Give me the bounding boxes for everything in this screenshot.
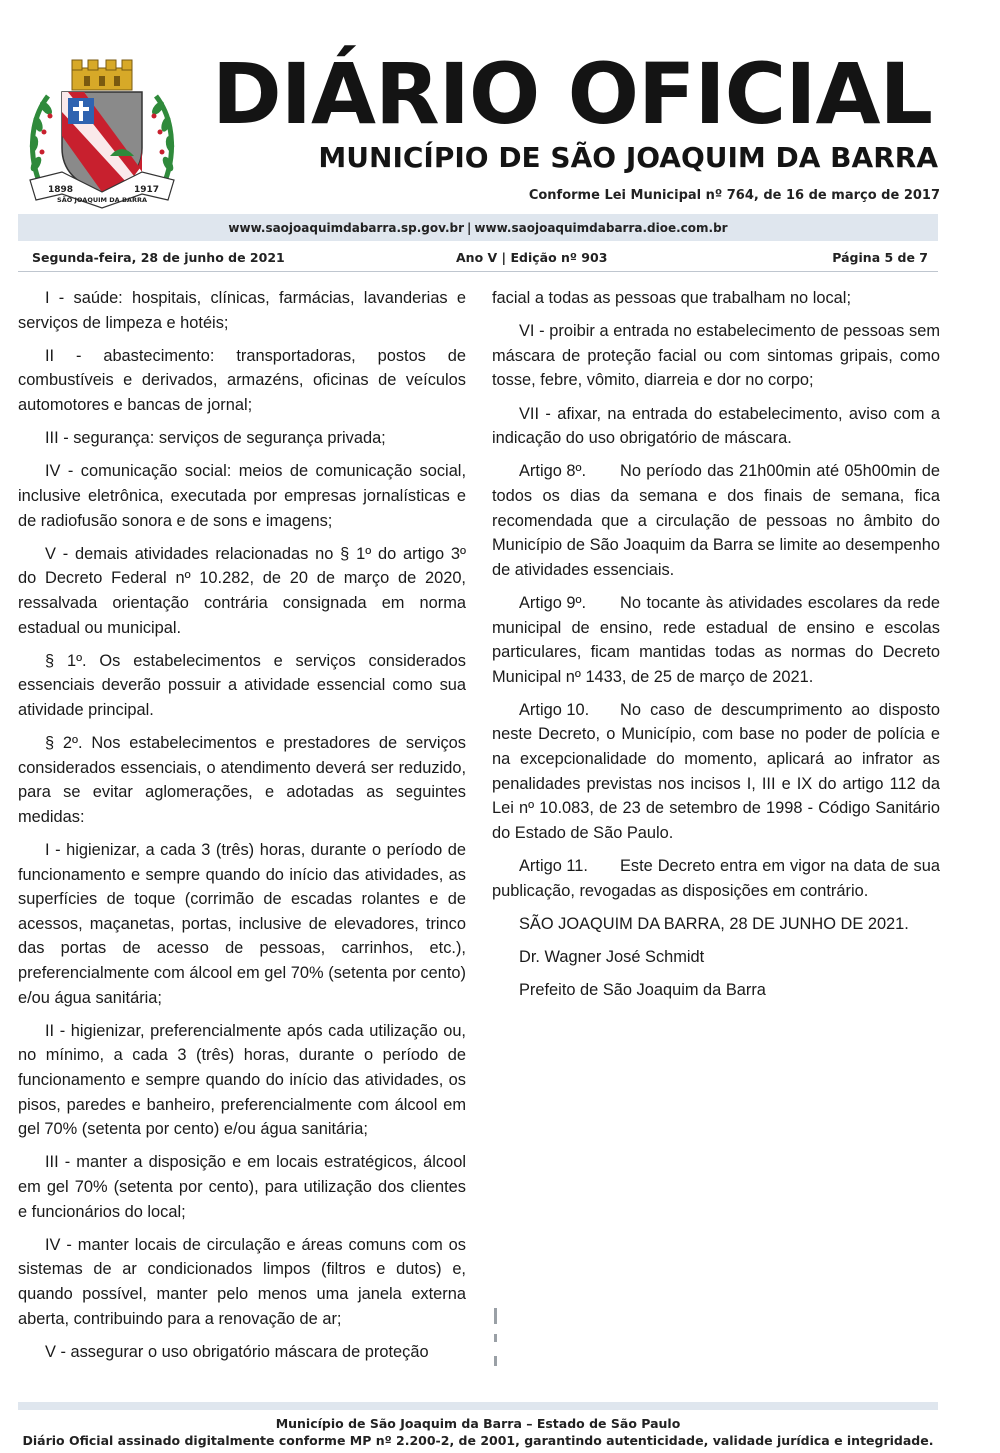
masthead-title: DIÁRIO OFICIAL — [212, 45, 933, 143]
footer-municipality: Município de São Joaquim da Barra – Estado de São Paulo — [275, 1416, 681, 1431]
issue-info-row — [32, 250, 928, 268]
issue-edition: Ano V | Edição nº 903 — [456, 250, 608, 265]
paragraph: V - assegurar o uso obrigatório máscara de proteção — [45, 1342, 429, 1361]
paragraph-continuation: facial a todas as pessoas que trabalham no local; — [492, 289, 851, 307]
article-10 — [492, 698, 940, 846]
paragraph: VI - proibir a entrada no estabelecimento de pessoas sem máscara de proteção facial ou com sintomas gripais, como tosse, febre, vômito, diarreia e dor no corpo; — [492, 322, 940, 390]
legal-basis-note: Conforme Lei Municipal nº 764, de 16 de março de 2017 — [528, 188, 940, 203]
signer-title: Prefeito de São Joaquim da Barra — [519, 981, 766, 1000]
article-label: Artigo 9º. — [519, 593, 587, 612]
page-number: Página 5 de 7 — [832, 250, 928, 265]
paragraph: III - segurança: serviços de segurança privada; — [45, 429, 386, 448]
left-text-column — [18, 286, 466, 1373]
paragraph: IV - comunicação social: meios de comunicação social, inclusive eletrônica, executada por empresas jornalísticas e de radiofusão sonora e de sons e imagens; — [18, 462, 466, 530]
paragraph: II - abastecimento: transportadoras, postos de combustíveis e derivados, armazéns, oficinas de veículos automotores e bancas de jornal; — [18, 346, 466, 414]
header-divider — [18, 271, 938, 272]
article-9 — [492, 591, 940, 689]
scan-artifact — [494, 1334, 497, 1342]
place-and-date: SÃO JOAQUIM DA BARRA, 28 DE JUNHO DE 2021. — [519, 914, 909, 933]
issue-date: Segunda-feira, 28 de junho de 2021 — [32, 250, 285, 265]
crest-year-left: 1898 — [48, 185, 74, 195]
footer-divider — [18, 1402, 938, 1410]
article-text: No período das 21h00min até 05h00min de todos os dias da semana e dos finais de semana, fica recomendada que a circulação de pessoas no âmbito do Município de São Joaquim da Barra se limite ao desempenho de atividades essenciais. — [492, 462, 940, 579]
signer-name: Dr. Wagner José Schmidt — [519, 948, 705, 966]
paragraph: IV - manter locais de circulação e áreas comuns com os sistemas de ar condicionados limpos (filtros e dutos) e, quando possível, manter pelo menos uma janela externa aberta, contribuindo para a renovação de ar; — [18, 1235, 466, 1328]
scan-artifact — [494, 1356, 497, 1366]
masthead-subtitle: MUNICÍPIO DE SÃO JOAQUIM DA BARRA — [318, 141, 938, 174]
crest-year-right: 1917 — [134, 185, 160, 195]
article-8 — [492, 459, 940, 582]
paragraph: VII - afixar, na entrada do estabelecimento, aviso com a indicação do uso obrigatório de máscara. — [492, 404, 940, 448]
article-label: Artigo 10. — [519, 700, 590, 719]
paragraph: III - manter a disposição e em locais estratégicos, álcool em gel 70% (setenta por cento), para utilização dos clientes e funcionários do local; — [18, 1153, 466, 1221]
crest-motto: SÃO JOAQUIM DA BARRA — [57, 196, 147, 204]
article-text: No tocante às atividades escolares da rede municipal de ensino, rede estadual de ensino e escolas particulares, ficam mantidas todas as normas do Decreto Municipal nº 1433, de 25 de março de 2021. — [492, 593, 940, 686]
website-bar — [18, 214, 938, 241]
paragraph: I - saúde: hospitais, clínicas, farmácias, lavanderias e serviços de limpeza e hotéis; — [18, 289, 466, 332]
paragraph: § 2º. Nos estabelecimentos e prestadores de serviços considerados essenciais, o atendimento deverá ser reduzido, para se evitar aglomerações, e adotadas as seguintes medidas: — [18, 734, 466, 826]
article-11 — [492, 854, 940, 903]
right-text-column — [492, 286, 940, 1011]
paragraph: § 1º. Os estabelecimentos e serviços considerados essenciais deverão possuir a atividade essencial como sua atividade principal. — [18, 651, 466, 719]
paragraph: V - demais atividades relacionadas no § 1º do artigo 3º do Decreto Federal nº 10.282, de 20 de março de 2020, ressalvada orientação contrária consignada em norma estadual ou municipal. — [18, 544, 466, 637]
municipal-coat-of-arms — [22, 52, 182, 212]
scan-artifact — [494, 1308, 497, 1324]
paragraph: II - higienizar, preferencialmente após cada utilização ou, no mínimo, a cada 3 (três) horas, durante o período de funcionamento e sempre quando do início das atividades, os pisos, paredes e banheiro, preferencialmente com álcool em gel 70% (setenta por cento) e/ou água sanitária; — [18, 1021, 466, 1139]
article-label: Artigo 11. — [519, 857, 588, 876]
article-text: Este Decreto entra em vigor na data de sua publicação, revogadas as disposições em contrário. — [492, 857, 940, 900]
paragraph: I - higienizar, a cada 3 (três) horas, durante o período de funcionamento e sempre quando do início das atividades, as superfícies de toque (corrimão de escadas rolantes e de acessos, maçanetas, portas, inclusive de elevadores, trinco das portas de acesso de pessoas, carrinhos, etc.), preferencialmente com álcool em gel 70% (setenta por cento) e/ou água sanitária; — [18, 841, 466, 1007]
website-separator: | — [467, 220, 472, 235]
website-link-primary[interactable]: www.saojoaquimdabarra.sp.gov.br — [228, 220, 465, 235]
footer-digital-signature-note: Diário Oficial assinado digitalmente conforme MP nº 2.200-2, de 2001, garantindo autenticidade, validade jurídica e integridade. — [22, 1433, 934, 1448]
website-link-secondary[interactable]: www.saojoaquimdabarra.dioe.com.br — [474, 220, 728, 235]
article-label: Artigo 8º. — [519, 462, 587, 481]
article-text: No caso de descumprimento ao disposto neste Decreto, o Município, com base no poder de polícia e na excepcionalidade do momento, aplicará ao infrator as penalidades previstas nos incisos I, III e IX do artigo 112 da Lei nº 10.083, de 23 de setembro de 1998 - Código Sanitário do Estado de São Paulo. — [492, 700, 940, 842]
